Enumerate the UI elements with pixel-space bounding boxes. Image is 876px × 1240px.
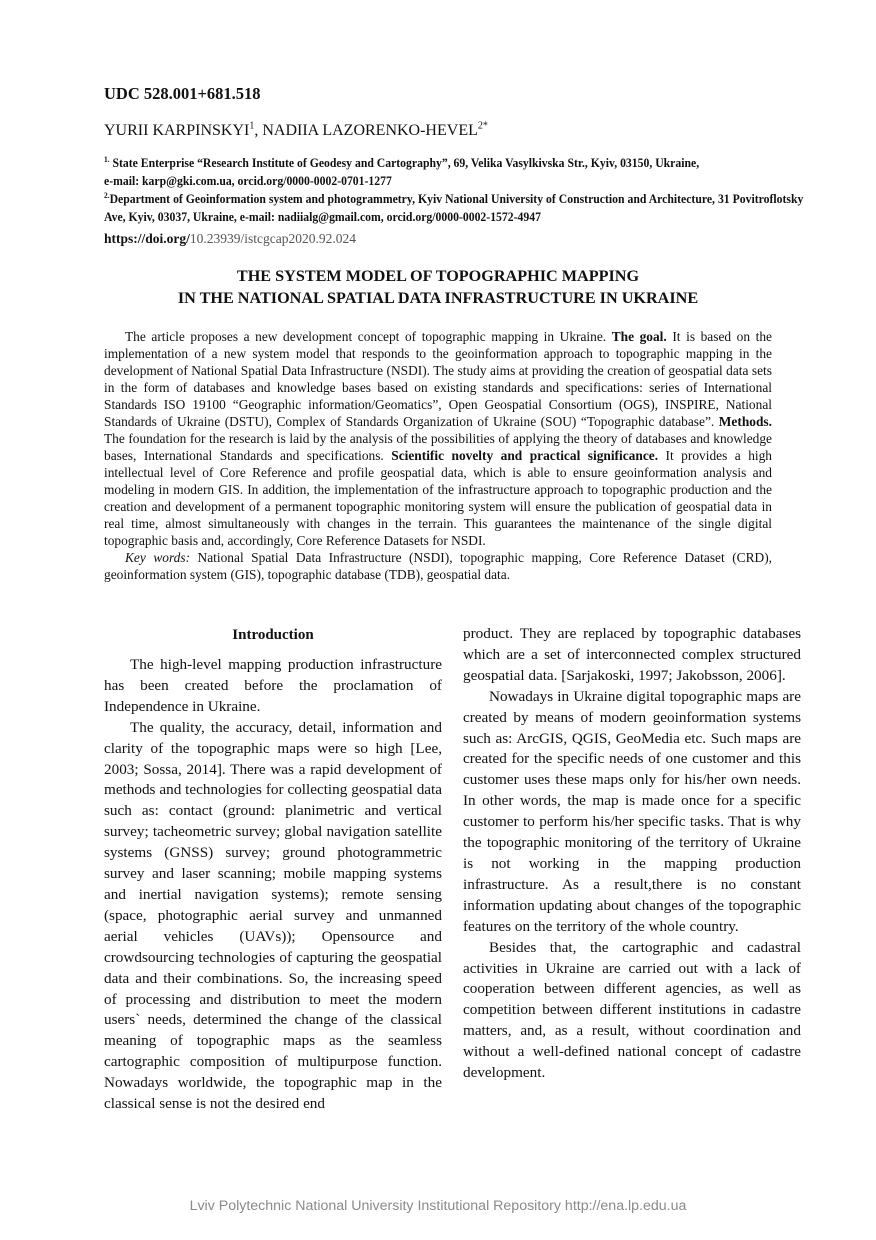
author-affiliation-mark: 1 xyxy=(249,120,255,132)
abstract xyxy=(104,328,772,583)
affiliation-2 xyxy=(104,190,803,226)
author-affiliation-mark: 2* xyxy=(477,120,488,132)
doi-suffix[interactable]: 10.23939/istcgcap2020.92.024 xyxy=(189,231,356,246)
keywords-label: Key words: xyxy=(125,550,191,565)
left-column xyxy=(104,624,442,1115)
title-line-1: THE SYSTEM MODEL OF TOPOGRAPHIC MAPPING xyxy=(236,267,640,285)
affiliation-text: Department of Geoinformation system and photogrammetry, Kyiv National University of Construction and Architecture, 31 Povitroflotsky Ave, Kyiv, 03037, Ukraine, e-mail: nadiialg@gmail.com, orcid.org/0000-0002-1572-4947 xyxy=(104,192,804,224)
right-column xyxy=(463,624,801,1084)
body-paragraph: The high-level mapping production infrastructure has been created before the proclamation of Independence in Ukraine. xyxy=(104,656,442,715)
abstract-text: The article proposes a new development concept of topographic mapping in Ukraine. xyxy=(125,329,612,344)
keywords xyxy=(104,549,772,583)
section-heading-introduction: Introduction xyxy=(232,627,314,643)
paper-title xyxy=(104,265,772,309)
abstract-text: It provides a high intellectual level of Core Reference and profile geospatial data, which is able to ensure geoinformation analysis and modeling in modern GIS. In addition, the implementation of the infrastructure approach to topographic production and the creation and development of a permanent topographic monitoring system will ensure the publication of geospatial data in real time, almost simultaneously with changes in the terrain. This guarantees the maintenance of the single digital topographic basis and, accordingly, Core Reference Datasets for NSDI. xyxy=(104,448,772,548)
body-paragraph: The quality, the accuracy, detail, information and clarity of the topographic maps were so high [Lee, 2003; Sossa, 2014]. There was a rapid development of methods and technologies for collecting geospatial data such as: contact (ground: planimetric and vertical survey; tacheometric survey; global navigation satellite systems (GNSS) survey; ground photogrammetric survey and laser scanning; mobile mapping systems and inertial navigation systems); remote sensing (space, photographic aerial survey and unmanned aerial vehicles (UAVs)); Opensource and crowdsourcing technologies of capturing the geospatial data and their combinations. So, the increasing speed of processing and distribution to meet the modern users` needs, determined the change of the classical meaning of topographic maps as the seamless cartographic composition of multipurpose function. Nowadays worldwide, the topographic map in the classical sense is not the desired end xyxy=(104,718,442,1113)
affiliation-1 xyxy=(104,154,811,190)
body-paragraph: Besides that, the cartographic and cadastral activities in Ukraine are carried out with a lack of cooperation between different agencies, as well as competition between different institutions in cadastre matters, and, as a result, without coordination and without a well-defined national concept of cadastre development. xyxy=(463,938,801,1082)
udc-code: UDC 528.001+681.518 xyxy=(104,84,261,103)
affiliation-mark: 2. xyxy=(104,190,110,200)
keywords-text: National Spatial Data Infrastructure (NSDI), topographic mapping, Core Reference Dataset (CRD), geoinformation system (GIS), topographic database (TDB), geospatial data. xyxy=(104,550,772,582)
author-separator: , xyxy=(254,122,263,139)
author-name: NADIIA LAZORENKO-HEVEL xyxy=(262,122,478,139)
author-list xyxy=(104,122,488,140)
affiliation-mark: 1. xyxy=(104,154,110,164)
body-paragraph: Nowadays in Ukraine digital topographic maps are created by means of modern geoinformation systems such as: ArcGIS, QGIS, GeoMedia etc. Such maps are created for the specific needs of one customer and this customer uses these maps only for his/her own needs. In other words, the map is made once for a specific customer to perform his/her specific tasks. That is why the topographic monitoring of the territory of Ukraine is not working in the mapping production infrastructure. As a result,there is no constant information updating about changes of the topographic features on the territory of the whole country. xyxy=(463,687,801,935)
abstract-body xyxy=(104,328,772,549)
goal-label: The goal. xyxy=(611,329,667,344)
abstract-text: It is based on the implementation of a new system model that responds to the geoinformation approach to topographic mapping in the development of National Spatial Data Infrastructure (NSDI). The study aims at providing the creation of geospatial data sets in the form of databases and knowledge bases based on existing standards and specifications: series of International Standards ISO 19100 “Geographic information/Geomatics”, Open Geospatial Consortium (OGS), INSPIRE, National Standards of Ukraine (DSTU), Complex of Standards Organization of Ukraine (SOU) “Topographic database”. xyxy=(104,329,772,429)
author-name: YURII KARPINSKYI xyxy=(104,122,250,139)
affiliation-text: State Enterprise “Research Institute of Geodesy and Cartography”, 69, Velika Vasylkivska Str., Kyiv, 03150, Ukraine, xyxy=(109,156,700,170)
doi-link[interactable] xyxy=(104,231,356,247)
doi-prefix[interactable]: https://doi.org/ xyxy=(104,231,190,246)
title-line-2: IN THE NATIONAL SPATIAL DATA INFRASTRUCTURE IN UKRAINE xyxy=(177,289,699,307)
abstract-text: The foundation for the research is laid by the analysis of the possibilities of applying the theory of databases and knowledge bases, International Standards and specifications. xyxy=(104,431,772,463)
body-paragraph-continued: product. They are replaced by topographic databases which are a set of interconnected complex structured geospatial data. [Sarjakoski, 1997; Jakobsson, 2006]. xyxy=(463,625,801,684)
methods-label: Methods. xyxy=(718,414,772,429)
repository-footer: Lviv Polytechnic National University Institutional Repository http://ena.lp.edu.ua xyxy=(189,1198,687,1214)
novelty-label: Scientific novelty and practical significance. xyxy=(391,448,659,463)
affiliation-contact: e-mail: karp@gki.com.ua, orcid.org/0000-0002-0701-1277 xyxy=(104,174,392,188)
